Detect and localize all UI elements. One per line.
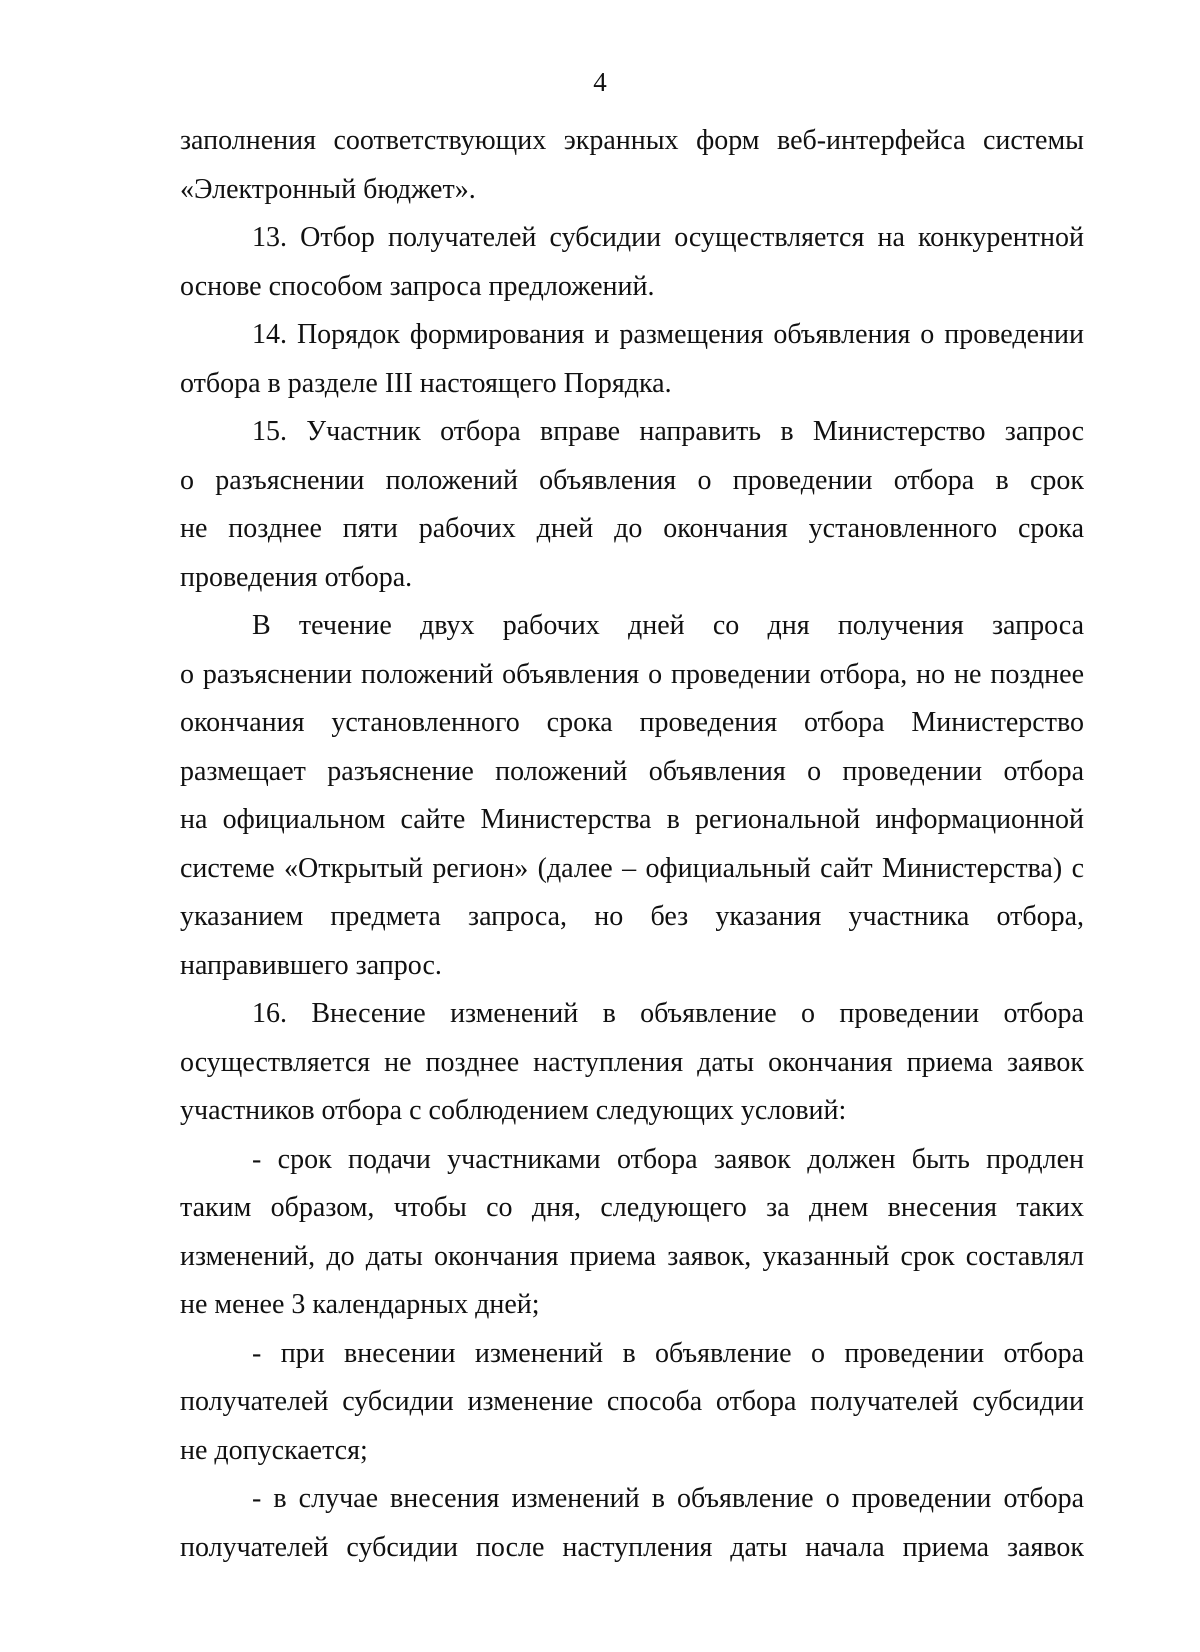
- text-line: не допускается;: [180, 1434, 368, 1466]
- text-line: осуществляется не позднее наступления даты окончания приема заявок: [180, 1046, 1084, 1078]
- text-line: не позднее пяти рабочих дней до окончания установленного срока: [180, 513, 1084, 544]
- text-line: 15. Участник отбора вправе направить в Министерство запрос: [252, 416, 1084, 447]
- text-line: - в случае внесения изменений в объявление о проведении отбора: [252, 1483, 1084, 1514]
- text-line: о разъяснении положений объявления о проведении отбора в срок: [180, 464, 1084, 496]
- text-line: направившего запрос.: [180, 949, 442, 981]
- text-line: не менее 3 календарных дней;: [180, 1289, 540, 1320]
- text-line: В течение двух рабочих дней со дня получения запроса: [252, 610, 1084, 641]
- text-line: проведения отбора.: [180, 561, 413, 593]
- text-line: размещает разъяснение положений объявления о проведении отбора: [180, 755, 1084, 787]
- text-line: на официальном сайте Министерства в региональной информационной: [180, 804, 1084, 835]
- text-line: таким образом, чтобы со дня, следующего за днем внесения таких: [180, 1192, 1084, 1223]
- text-line: получателей субсидии после наступления даты начала приема заявок: [180, 1531, 1084, 1563]
- text-line: участников отбора с соблюдением следующих условий:: [180, 1095, 847, 1126]
- text-line: основе способом запроса предложений.: [180, 270, 655, 302]
- text-line: указанием предмета запроса, но без указания участника отбора,: [180, 901, 1084, 932]
- text-line: 16. Внесение изменений в объявление о проведении отбора: [252, 998, 1084, 1029]
- text-line: заполнения соответствующих экранных форм веб-интерфейса системы: [180, 125, 1084, 156]
- text-line: - срок подачи участниками отбора заявок должен быть продлен: [252, 1143, 1084, 1175]
- page-number: 4: [593, 67, 607, 97]
- text-line: изменений, до даты окончания приема заявок, указанный срок составлял: [180, 1240, 1084, 1272]
- document-body: [180, 117, 1084, 1572]
- text-line: 14. Порядок формирования и размещения объявления о проведении: [252, 319, 1084, 350]
- text-line: «Электронный бюджет».: [180, 173, 476, 205]
- text-line: окончания установленного срока проведения отбора Министерство: [180, 707, 1084, 738]
- text-line: системе «Открытый регион» (далее – официальный сайт Министерства) с: [180, 852, 1084, 884]
- text-line: о разъяснении положений объявления о проведении отбора, но не позднее: [180, 658, 1084, 690]
- text-line: 13. Отбор получателей субсидии осуществляется на конкурентной: [252, 222, 1084, 253]
- text-line: отбора в разделе III настоящего Порядка.: [180, 367, 672, 399]
- text-line: - при внесении изменений в объявление о проведении отбора: [252, 1337, 1084, 1369]
- text-line: получателей субсидии изменение способа отбора получателей субсидии: [180, 1386, 1084, 1417]
